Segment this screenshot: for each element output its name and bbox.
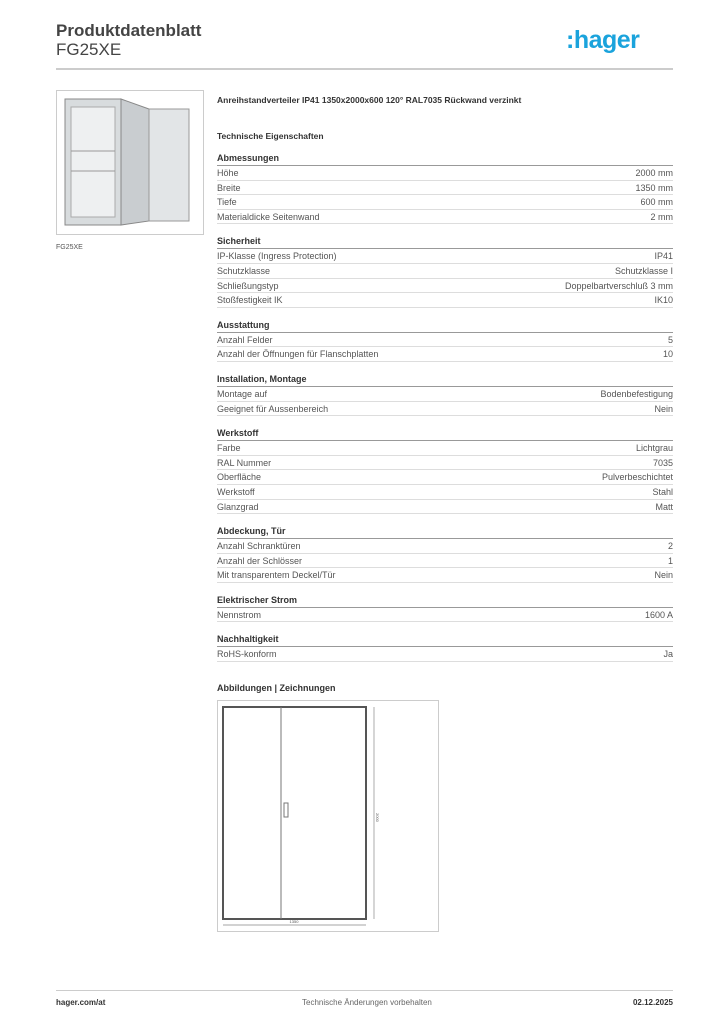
header-divider (56, 68, 673, 70)
property-label: Anzahl der Schlösser (217, 555, 303, 566)
property-value: Nein (654, 570, 673, 581)
property-row (217, 181, 673, 196)
property-row (217, 456, 673, 471)
section-title: Elektrischer Strom (217, 593, 673, 608)
property-row (217, 402, 673, 417)
property-value: Pulverbeschichtet (601, 472, 673, 483)
property-row (217, 539, 673, 554)
property-value: Nein (654, 403, 673, 414)
property-label: Geeignet für Aussenbereich (217, 403, 329, 414)
footer-divider (56, 990, 673, 991)
section-nachhaltigkeit (217, 632, 673, 662)
product-image (56, 90, 204, 235)
section-abdeckung-tür (217, 524, 673, 583)
property-label: Anzahl Schranktüren (217, 541, 301, 552)
product-code: FG25XE (56, 40, 122, 59)
property-label: RAL Nummer (217, 457, 272, 468)
section-title: Installation, Montage (217, 372, 673, 387)
property-row (217, 485, 673, 500)
property-value: Doppelbartverschluß 3 mm (564, 280, 673, 291)
property-label: Stoßfestigkeit IK (217, 295, 283, 306)
property-value: IK10 (654, 295, 673, 306)
drawing-width-label: 1350 (289, 919, 299, 924)
section-title: Sicherheit (217, 234, 673, 249)
property-row (217, 166, 673, 181)
section-title: Abmessungen (217, 151, 673, 166)
technical-drawing (217, 700, 439, 932)
property-label: Glanzgrad (217, 501, 259, 512)
section-sicherheit (217, 234, 673, 307)
property-row (217, 210, 673, 225)
property-row (217, 387, 673, 402)
section-title: Nachhaltigkeit (217, 632, 673, 647)
property-label: RoHS-konform (217, 649, 277, 660)
footer-disclaimer: Technische Änderungen vorbehalten (302, 998, 432, 1007)
property-row (217, 264, 673, 279)
section-installation-montage (217, 372, 673, 416)
property-value: 5 (667, 334, 673, 345)
property-label: Oberfläche (217, 472, 262, 483)
property-row (217, 568, 673, 583)
property-label: Höhe (217, 168, 239, 178)
product-details (217, 95, 673, 693)
property-value: 600 mm (640, 197, 673, 208)
section-elektrischer-strom (217, 593, 673, 623)
property-row (217, 249, 673, 264)
drawing-height-label: 2000 (375, 813, 380, 822)
property-label: Anzahl der Öffnungen für Flanschplatten (217, 349, 379, 360)
property-label: Schließungstyp (217, 280, 279, 291)
property-row (217, 554, 673, 569)
property-row (217, 279, 673, 294)
property-label: Mit transparentem Deckel/Tür (217, 570, 336, 581)
property-label: IP-Klasse (Ingress Protection) (217, 251, 337, 262)
property-row (217, 470, 673, 485)
property-row (217, 441, 673, 456)
property-value: 1600 A (644, 609, 673, 620)
section-abmessungen (217, 151, 673, 224)
property-row (217, 333, 673, 348)
property-label: Breite (217, 182, 241, 193)
property-row (217, 293, 673, 308)
property-row (217, 347, 673, 362)
property-value: 1 (667, 555, 673, 566)
property-label: Farbe (217, 443, 241, 454)
image-caption: FG25XE (56, 244, 83, 251)
property-label: Schutzklasse (217, 265, 271, 276)
property-label: Materialdicke Seitenwand (217, 211, 320, 222)
property-value: 10 (662, 349, 673, 360)
section-werkstoff (217, 426, 673, 514)
property-label: Tiefe (217, 197, 237, 208)
property-label: Anzahl Felder (217, 334, 273, 345)
section-title: Werkstoff (217, 426, 673, 441)
drawings-heading: Abbildungen | Zeichnungen (217, 683, 336, 694)
property-label: Nennstrom (217, 609, 262, 620)
section-title: Abdeckung, Tür (217, 524, 673, 539)
property-value: IP41 (654, 251, 673, 262)
property-value: Matt (655, 501, 673, 512)
property-row (217, 647, 673, 662)
footer-website-link[interactable]: hager.com/at (56, 998, 106, 1007)
page-title: Produktdatenblatt (56, 21, 202, 40)
section-ausstattung (217, 318, 673, 362)
property-value: 7035 (652, 457, 673, 468)
tech-properties-heading: Technische Eigenschaften (217, 131, 324, 141)
property-row (217, 608, 673, 623)
product-description: Anreihstandverteiler IP41 1350x2000x600 120° RAL7035 Rückwand verzinkt (217, 95, 522, 105)
property-value: Lichtgrau (635, 443, 673, 454)
property-value: Schutzklasse I (614, 265, 673, 276)
property-label: Werkstoff (217, 486, 255, 497)
hager-logo: :hager (566, 26, 640, 54)
property-value: 2 mm (650, 211, 673, 222)
property-value: Stahl (652, 486, 673, 497)
footer-date: 02.12.2025 (632, 998, 673, 1007)
property-value: 1350 mm (635, 182, 673, 193)
section-title: Ausstattung (217, 318, 673, 333)
property-row (217, 500, 673, 515)
property-value: Ja (663, 649, 673, 660)
property-value: 2000 mm (635, 168, 673, 178)
property-value: 2 (667, 541, 673, 552)
property-row (217, 195, 673, 210)
property-value: Bodenbefestigung (600, 388, 673, 399)
property-label: Montage auf (217, 388, 268, 399)
